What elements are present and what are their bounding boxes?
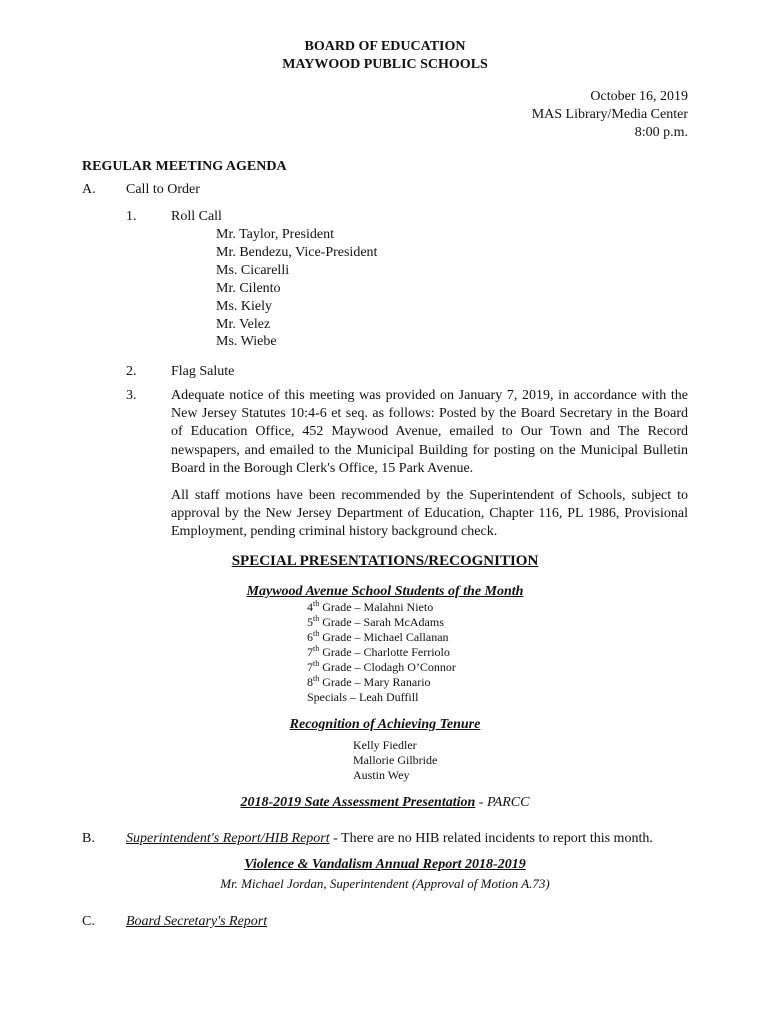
board-title: BOARD OF EDUCATION [304, 39, 466, 54]
students-list [307, 600, 456, 705]
agenda-title: REGULAR MEETING AGENDA [82, 159, 287, 174]
student-item: 6th Grade – Michael Callanan [307, 629, 449, 644]
roll-call-member: Ms. Kiely [216, 298, 272, 314]
special-presentations-heading: SPECIAL PRESENTATIONS/RECOGNITION [231, 553, 539, 569]
roll-call-list [216, 226, 377, 351]
meeting-date: October 16, 2019 [590, 89, 688, 104]
section-b-letter: B. [82, 831, 95, 846]
roll-call-member: Ms. Wiebe [216, 334, 277, 350]
superintendent-report-link: Superintendent's Report/HIB Report [126, 831, 330, 846]
student-item: 5th Grade – Sarah McAdams [307, 614, 444, 629]
roll-call-member: Mr. Velez [216, 316, 271, 332]
student-item: 4th Grade – Malahni Nieto [307, 599, 434, 614]
section-b-line [126, 830, 653, 847]
tenure-list [353, 738, 437, 783]
tenure-item: Mallorie Gilbride [353, 753, 438, 767]
specials-item: Specials – Leah Duffill [307, 690, 419, 704]
tenure-item: Kelly Fiedler [353, 738, 417, 752]
students-of-month-heading: Maywood Avenue School Students of the Month [246, 584, 524, 599]
hib-note: - There are no HIB related incidents to report this month. [329, 831, 653, 846]
staff-motions-paragraph: All staff motions have been recommended by the Superintendent of Schools, subject to approval by the New Jersey Department of Education, Chapter 116, PL 1986, Provisional Employment, pending criminal history background check. [171, 488, 688, 540]
meeting-time: 8:00 p.m. [634, 125, 688, 140]
violence-report-heading: Violence & Vandalism Annual Report 2018-2019 [244, 857, 526, 872]
student-item: 7th Grade – Clodagh O’Connor [307, 659, 456, 674]
item-2-number: 2. [126, 364, 137, 379]
roll-call-member: Ms. Cicarelli [216, 262, 290, 278]
board-secretary-report: Board Secretary's Report [126, 914, 268, 929]
student-item: 8th Grade – Mary Ranario [307, 674, 431, 689]
item-1-number: 1. [126, 209, 137, 224]
tenure-heading: Recognition of Achieving Tenure [289, 717, 481, 732]
assessment-line [0, 794, 770, 811]
student-item: 7th Grade – Charlotte Ferriolo [307, 644, 450, 659]
meeting-location: MAS Library/Media Center [531, 107, 688, 122]
roll-call-member: Mr. Bendezu, Vice-President [216, 244, 378, 260]
roll-call-member: Mr. Taylor, President [216, 227, 334, 242]
roll-call-member: Mr. Cilento [216, 280, 281, 296]
district-title: MAYWOOD PUBLIC SCHOOLS [282, 57, 488, 72]
assessment-title: 2018-2019 Sate Assessment Presentation [240, 795, 476, 810]
section-c-letter: C. [82, 914, 95, 929]
item-3-number: 3. [126, 388, 137, 403]
violence-report-subtitle: Mr. Michael Jordan, Superintendent (Approval of Motion A.73) [220, 876, 550, 891]
assessment-suffix: - PARCC [475, 795, 530, 810]
section-a-letter: A. [82, 182, 96, 197]
item-2-label: Flag Salute [171, 364, 235, 379]
item-1-label: Roll Call [171, 209, 222, 224]
section-a-label: Call to Order [126, 182, 200, 197]
notice-paragraph: Adequate notice of this meeting was provided on January 7, 2019, in accordance with the New Jersey Statutes 10:4-6 et seq. as follows: Posted by the Board Secretary in the Board of Education Office, 452 Maywood Avenue, emailed to Our Town and The Record newspapers, and emailed to the Municipal Building for posting on the Municipal Bulletin Board in the Borough Clerk's Office, 15 Park Avenue. [171, 388, 688, 476]
tenure-item: Austin Wey [353, 768, 410, 782]
